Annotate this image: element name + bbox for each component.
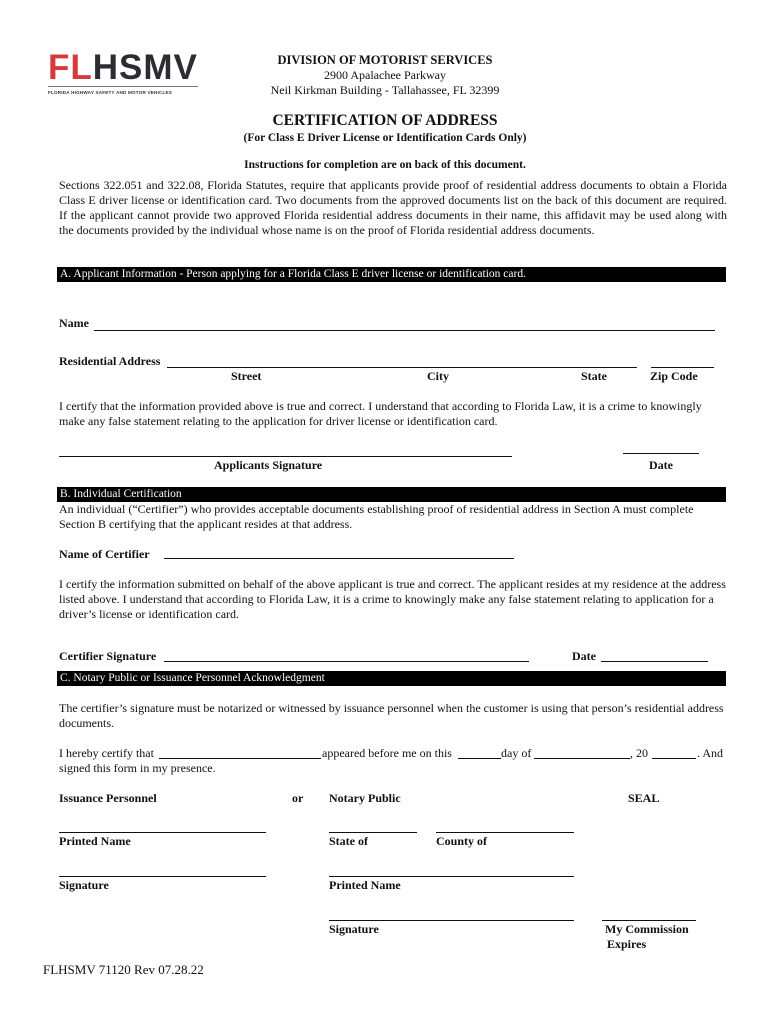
certifier-signature-label: Certifier Signature bbox=[59, 649, 157, 663]
name-field[interactable] bbox=[94, 330, 715, 331]
certify-text-6: signed this form in my presence. bbox=[59, 761, 216, 775]
zip-code-label: Zip Code bbox=[650, 369, 698, 383]
notary-signature-label: Signature bbox=[329, 922, 379, 936]
state-of-label: State of bbox=[329, 834, 368, 848]
day-field[interactable] bbox=[458, 758, 501, 759]
county-of-field[interactable] bbox=[436, 832, 574, 833]
appeared-name-field[interactable] bbox=[159, 758, 321, 759]
certifier-date-label: Date bbox=[572, 649, 596, 663]
certifier-certification-text: I certify the information submitted on behalf of the above applicant is true and correct. The applicant resides at my residence at the address listed above. I understand that according to Florida Law, it is a crime to knowingly make any false statement relating to application for a driver’s license or identification card. bbox=[59, 577, 726, 621]
commission-label-1: My Commission bbox=[605, 922, 689, 936]
applicant-date-field[interactable] bbox=[623, 453, 699, 454]
certifier-name-field[interactable] bbox=[164, 558, 514, 559]
certifier-name-label: Name of Certifier bbox=[59, 547, 150, 561]
issuance-signature-field[interactable] bbox=[59, 876, 266, 877]
address-line-2: Neil Kirkman Building - Tallahassee, FL 32399 bbox=[270, 83, 500, 97]
certifier-signature-field[interactable] bbox=[164, 661, 529, 662]
logo-fl: FL bbox=[48, 48, 93, 87]
issuance-signature-label: Signature bbox=[59, 878, 109, 892]
flhsmv-logo bbox=[48, 50, 198, 98]
issuance-printed-name-label: Printed Name bbox=[59, 834, 131, 848]
seal-label: SEAL bbox=[628, 791, 660, 805]
section-c-description: The certifier’s signature must be notarized or witnessed by issuance personnel when the customer is using that person’s residential address documents. bbox=[59, 701, 724, 730]
notary-signature-field[interactable] bbox=[329, 920, 574, 921]
or-label: or bbox=[292, 791, 304, 805]
certifier-date-field[interactable] bbox=[601, 661, 708, 662]
section-b-heading: B. Individual Certification bbox=[57, 487, 726, 502]
issuance-personnel-label: Issuance Personnel bbox=[59, 791, 157, 805]
zip-code-field[interactable] bbox=[651, 367, 714, 368]
applicant-signature-field[interactable] bbox=[59, 456, 512, 457]
month-field[interactable] bbox=[534, 758, 630, 759]
residential-address-label: Residential Address bbox=[59, 354, 161, 368]
division-heading: DIVISION OF MOTORIST SERVICES bbox=[277, 53, 493, 67]
commission-label-2: Expires bbox=[607, 937, 647, 951]
certify-text-5: . And bbox=[697, 746, 724, 760]
city-label: City bbox=[427, 369, 449, 383]
residential-address-field[interactable] bbox=[167, 367, 637, 368]
address-line-1: 2900 Apalachee Parkway bbox=[324, 68, 446, 82]
certify-text-2: appeared before me on this bbox=[322, 746, 452, 760]
year-field[interactable] bbox=[652, 758, 696, 759]
intro-paragraph: Sections 322.051 and 322.08, Florida Statutes, require that applicants provide proof of residential address documents to obtain a Florida Class E driver license or identification card. Two documents from the approved documents list on the back of this document are required. If the applicant cannot provide two approved Florida residential address documents in their name, this affidavit may be used along with the documents provided by the individual whose name is on the proof of Florida residential address documents. bbox=[59, 178, 727, 237]
certify-text-4: , 20 bbox=[630, 746, 648, 760]
instructions-note: Instructions for completion are on back of this document. bbox=[244, 159, 526, 171]
applicant-date-label: Date bbox=[649, 458, 673, 472]
page-subtitle: (For Class E Driver License or Identification Cards Only) bbox=[243, 132, 527, 144]
name-label: Name bbox=[59, 316, 89, 330]
applicant-certification-text: I certify that the information provided above is true and correct. I understand that according to Florida Law, it is a crime to knowingly make any false statement relating to the application for driver license or identification card. bbox=[59, 399, 702, 428]
certify-text-1: I hereby certify that bbox=[59, 746, 154, 760]
issuance-printed-name-field[interactable] bbox=[59, 832, 266, 833]
state-label: State bbox=[581, 369, 607, 383]
street-label: Street bbox=[231, 369, 262, 383]
applicant-signature-label: Applicants Signature bbox=[214, 458, 323, 472]
section-c-heading: C. Notary Public or Issuance Personnel Acknowledgment bbox=[57, 671, 726, 686]
commission-expires-field[interactable] bbox=[602, 920, 696, 921]
form-number: FLHSMV 71120 Rev 07.28.22 bbox=[43, 962, 204, 977]
logo-hsmv: HSMV bbox=[92, 48, 198, 87]
page-title: CERTIFICATION OF ADDRESS bbox=[272, 112, 498, 129]
county-of-label: County of bbox=[436, 834, 488, 848]
section-b-description: An individual (“Certifier”) who provides acceptable documents establishing proof of residential address in Section A must complete Section B certifying that the applicant resides at that address. bbox=[59, 502, 694, 531]
certify-text-3: day of bbox=[501, 746, 532, 760]
logo-subtitle: FLORIDA HIGHWAY SAFETY AND MOTOR VEHICLES bbox=[48, 86, 198, 95]
section-a-heading: A. Applicant Information - Person applying for a Florida Class E driver license or identification card. bbox=[57, 267, 726, 282]
notary-printed-name-field[interactable] bbox=[329, 876, 574, 877]
notary-public-label: Notary Public bbox=[329, 791, 401, 805]
state-of-field[interactable] bbox=[329, 832, 417, 833]
notary-printed-name-label: Printed Name bbox=[329, 878, 401, 892]
